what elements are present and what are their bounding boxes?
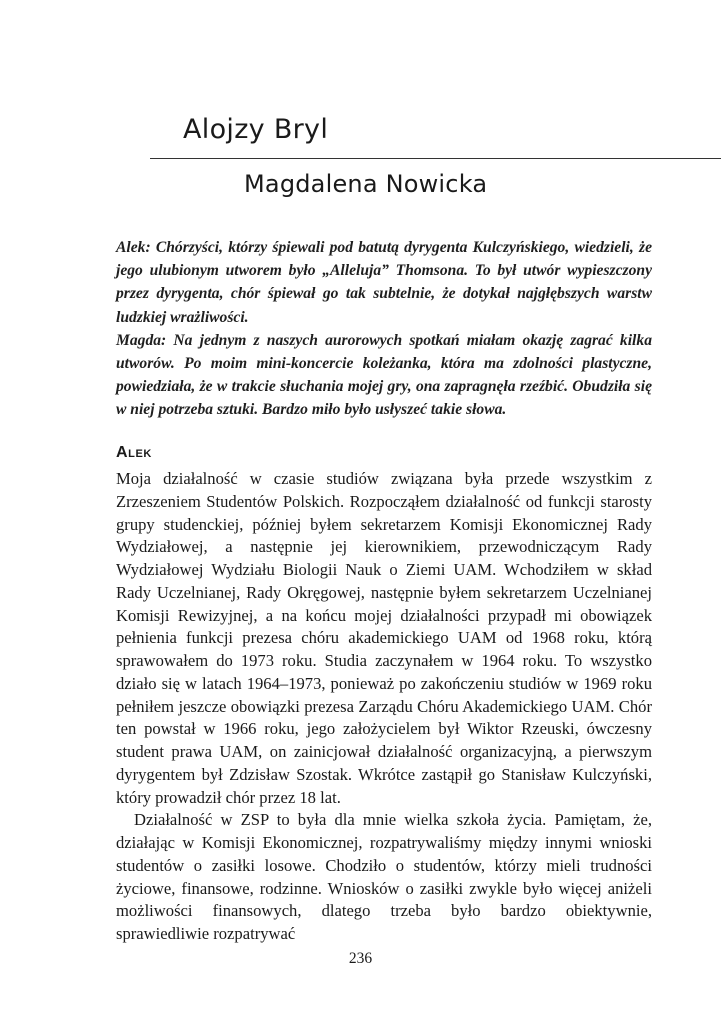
body-paragraph: Moja działalność w czasie studiów związana była przede wszystkim z Zrzeszeniem Studentów Polskich. Rozpocząłem działalność od funkcji starosty grupy studenckiej, później byłem sekretarzem Komisji Ekonomicznej Rady Wydziałowej, a następnie jej kierownikiem, przewodniczącym Rady Wydziałowej Wydziału Biologii Nauk o Ziemi UAM. Wchodziłem w skład Rady Uczelnianej, Rady Okręgowej, następnie byłem sekretarzem Uczelnianej Komisji Rewizyjnej, a na końcu mojej działalności przypadł mi obowiązek pełnienia funkcji prezesa chóru akademickiego UAM od 1968 roku, którą sprawowałem do 1973 roku. Studia zaczynałem w 1964 roku. To wszystko działo się w latach 1964–1973, ponieważ po zakończeniu studiów w 1969 roku pełniłem jeszcze obowiązki prezesa Zarządu Chóru Akademickiego UAM. Chór ten powstał w 1966 roku, jego założycielem był Wiktor Rzeuski, ówczesny student prawa UAM, on zainicjował działalność organizacyjną, a pierwszym dyrygentem był Zdzisław Szostak. Wkrótce zastąpił go Stanisław Kulczyński, który prowadził chór przez 18 lat. (116, 469, 652, 807)
section-body (116, 468, 652, 946)
intro-paragraph-magda: Magda: Na jednym z naszych aurorowych spotkań miałam okazję zagrać kilka utworów. Po moim mini-koncercie koleżanka, która ma zdolności plastyczne, powiedziała, że w trakcie słuchania mojej gry, ona zapragnęła rzeźbić. Obudziła się w niej potrzeba sztuki. Bardzo miło było usłyszeć takie słowa. (116, 331, 652, 419)
chapter-author-primary: Alojzy Bryl (183, 114, 329, 145)
intro-paragraph-alek: Alek: Chórzyści, którzy śpiewali pod batutą dyrygenta Kulczyńskiego, wiedzieli, że jego ulubionym utworem było „Alleluja” Thomsona. To był utwór wypieszczony przez dyrygenta, chór śpiewał go tak subtelnie, że dotykał najgłębszych warstw ludzkiej wrażliwości. (116, 239, 652, 326)
chapter-author-secondary: Magdalena Nowicka (244, 170, 488, 198)
intro-dialogue (116, 236, 652, 422)
section-heading: Alek (116, 444, 152, 461)
body-paragraph: Działalność w ZSP to była dla mnie wielka szkoła życia. Pamiętam, że, działając w Komisji Ekonomicznej, rozpatrywaliśmy między innymi wnioski studentów o zasiłki losowe. Chodziło o studentów, którzy mieli trudności życiowe, finansowe, rodzinne. Wniosków o zasiłki zwykle było więcej aniżeli możliwości finansowych, dlatego trzeba było bardzo obiektywnie, sprawiedliwie rozpatrywać (116, 810, 652, 943)
title-divider (150, 158, 721, 159)
page-number: 236 (348, 950, 373, 967)
